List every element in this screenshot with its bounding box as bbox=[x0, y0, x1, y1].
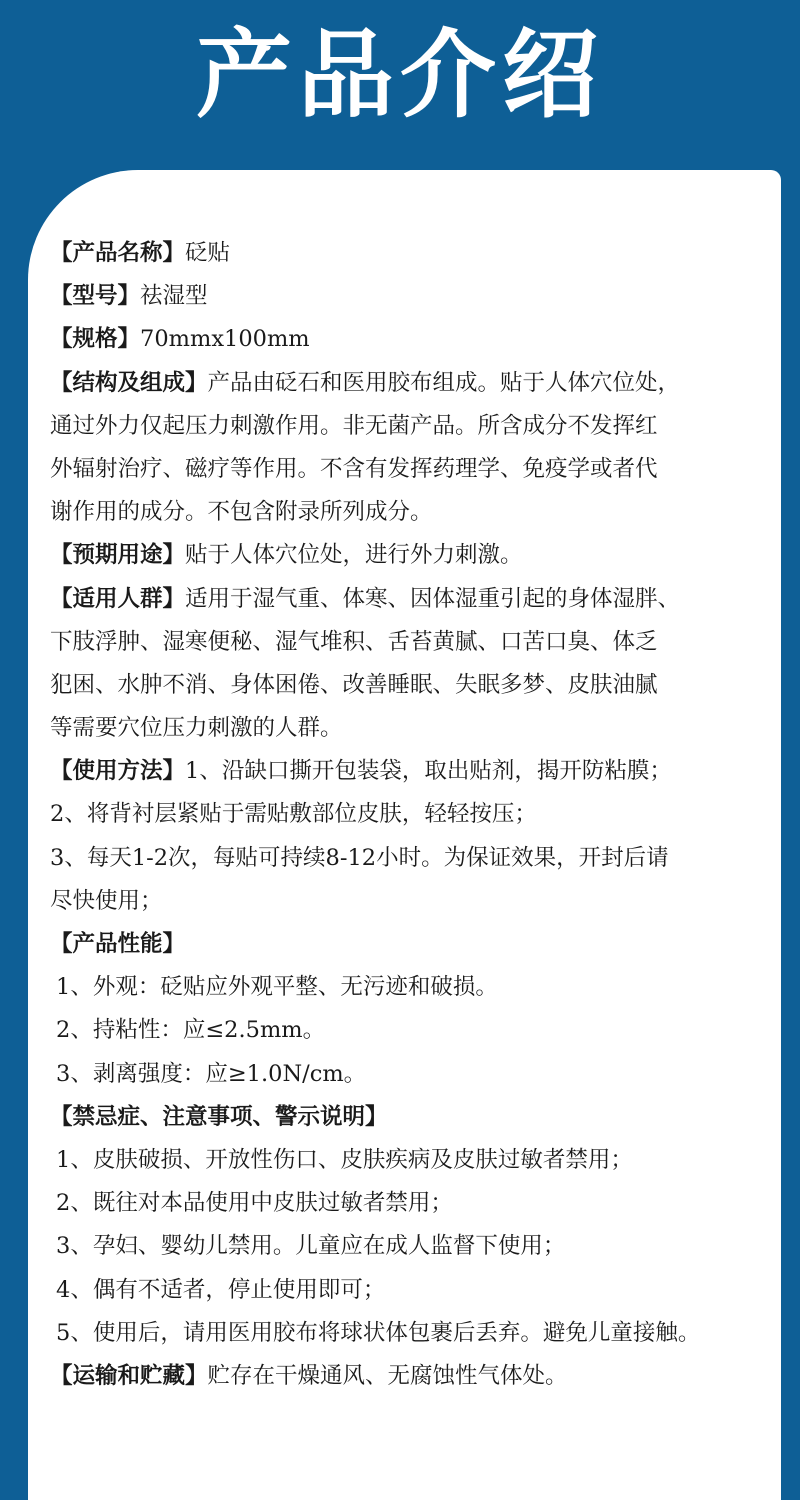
text-line bbox=[50, 232, 766, 275]
text-line bbox=[50, 275, 766, 318]
text-line bbox=[50, 1096, 766, 1139]
line-text: 砭贴 bbox=[185, 240, 231, 266]
text-line bbox=[50, 750, 766, 793]
text-line bbox=[50, 793, 766, 836]
line-text: 2、持粘性：应≤2.5mm。 bbox=[56, 1017, 326, 1044]
line-text: 3、孕妇、婴幼儿禁用。儿童应在成人监督下使用； bbox=[56, 1233, 566, 1260]
text-line bbox=[50, 621, 766, 664]
line-text: 外辐射治疗、磁疗等作用。不含有发挥药理学、免疫学或者代 bbox=[50, 455, 658, 482]
section-label: 【结构及组成】 bbox=[50, 369, 208, 396]
text-line bbox=[50, 448, 766, 491]
section-label: 【产品名称】 bbox=[50, 240, 186, 266]
section-label: 【运输和贮藏】 bbox=[50, 1362, 208, 1389]
section-label: 【型号】 bbox=[50, 283, 141, 310]
line-text: 1、外观：砭贴应外观平整、无污迹和破损。 bbox=[56, 974, 498, 1001]
line-text: 犯困、水肿不消、身体困倦、改善睡眠、失眠多梦、皮肤油腻 bbox=[50, 671, 658, 698]
line-text: 贴于人体穴位处，进行外力刺激。 bbox=[185, 542, 523, 569]
text-line bbox=[50, 1312, 766, 1355]
product-description bbox=[50, 232, 766, 1398]
line-text: 谢作用的成分。不包含附录所列成分。 bbox=[50, 499, 433, 526]
text-line bbox=[50, 1053, 766, 1096]
line-text: 2、既往对本品使用中皮肤过敏者禁用； bbox=[56, 1190, 453, 1217]
text-line bbox=[50, 491, 766, 534]
line-text: 尽快使用； bbox=[50, 887, 163, 914]
text-line bbox=[50, 534, 766, 577]
text-line bbox=[50, 1182, 766, 1225]
line-text: 下肢浮肿、湿寒便秘、湿气堆积、舌苔黄腻、口苦口臭、体乏 bbox=[50, 628, 658, 655]
line-text: 70mmx100mm bbox=[140, 326, 310, 353]
line-text: 5、使用后，请用医用胶布将球状体包裹后丢弃。避免儿童接触。 bbox=[56, 1319, 701, 1346]
text-line bbox=[50, 837, 766, 880]
text-line bbox=[50, 923, 766, 966]
line-text: 1、沿缺口撕开包装袋，取出贴剂，揭开防粘膜； bbox=[185, 758, 672, 785]
line-text: 4、偶有不适者，停止使用即可； bbox=[56, 1276, 386, 1303]
section-label: 【使用方法】 bbox=[50, 758, 186, 785]
line-text: 适用于湿气重、体寒、因体湿重引起的身体湿胖、 bbox=[185, 585, 681, 612]
text-line bbox=[50, 1139, 766, 1182]
text-line bbox=[50, 707, 766, 750]
text-line bbox=[50, 966, 766, 1009]
line-text: 通过外力仅起压力刺激作用。非无菌产品。所含成分不发挥红 bbox=[50, 412, 658, 439]
text-line bbox=[50, 664, 766, 707]
text-line bbox=[50, 1269, 766, 1312]
line-text: 等需要穴位压力刺激的人群。 bbox=[50, 715, 343, 742]
text-line bbox=[50, 1009, 766, 1052]
line-text: 2、将背衬层紧贴于需贴敷部位皮肤，轻轻按压； bbox=[50, 801, 537, 828]
line-text: 贮存在干燥通风、无腐蚀性气体处。 bbox=[207, 1362, 568, 1389]
section-label: 【预期用途】 bbox=[50, 542, 186, 569]
text-line bbox=[50, 1225, 766, 1268]
header bbox=[0, 0, 800, 170]
section-label: 【适用人群】 bbox=[50, 585, 186, 612]
line-text: 1、皮肤破损、开放性伤口、皮肤疾病及皮肤过敏者禁用； bbox=[56, 1146, 633, 1173]
line-text: 3、每天1-2次，每贴可持续8-12小时。为保证效果，开封后请 bbox=[50, 844, 669, 871]
line-text: 3、剥离强度：应≥1.0N/cm。 bbox=[56, 1060, 367, 1087]
text-line bbox=[50, 880, 766, 923]
page-title: 产品介绍 bbox=[196, 18, 604, 131]
section-label: 【规格】 bbox=[50, 326, 141, 353]
line-text: 产品由砭石和医用胶布组成。贴于人体穴位处， bbox=[207, 369, 681, 396]
section-label: 【禁忌症、注意事项、警示说明】 bbox=[50, 1103, 388, 1130]
text-line bbox=[50, 405, 766, 448]
line-text: 祛湿型 bbox=[140, 283, 208, 310]
section-label: 【产品性能】 bbox=[50, 931, 186, 957]
text-line bbox=[50, 318, 766, 361]
text-line bbox=[50, 362, 766, 405]
text-line bbox=[50, 1355, 766, 1398]
text-line bbox=[50, 578, 766, 621]
